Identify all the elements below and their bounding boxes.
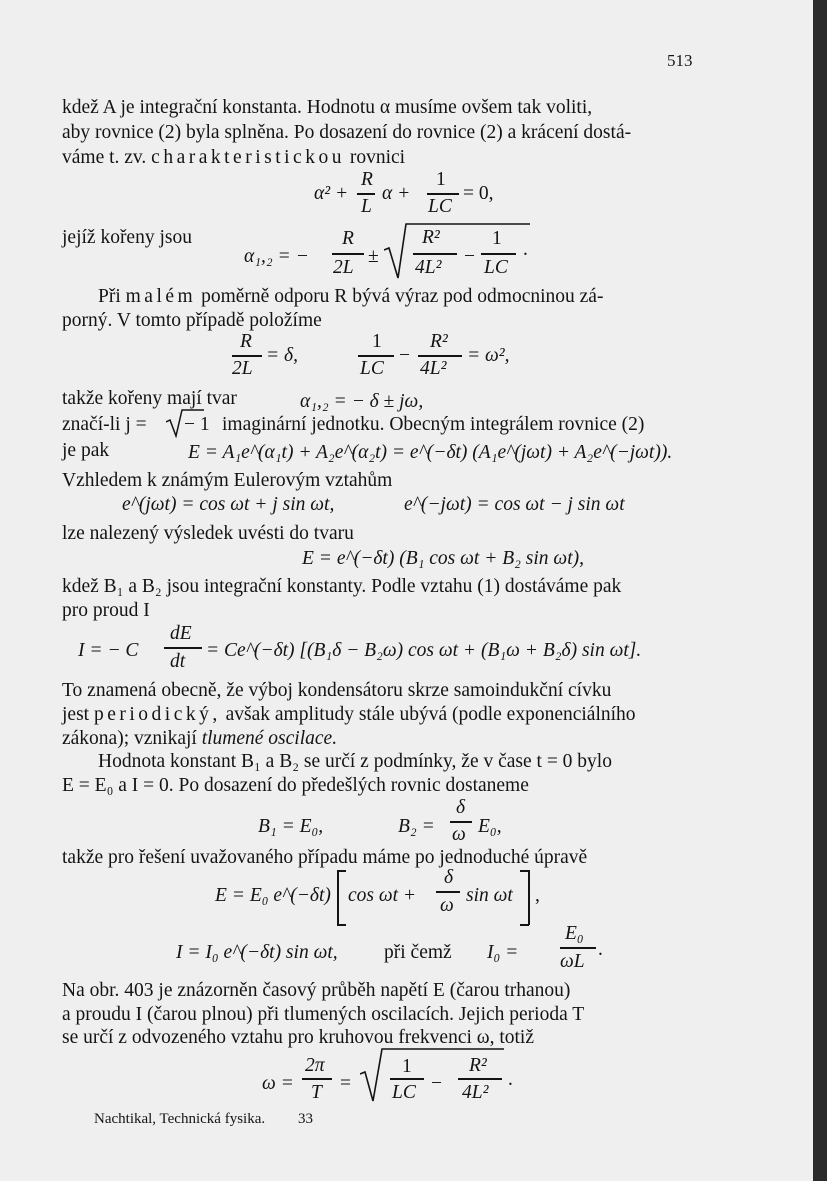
eq-term: B₂ = xyxy=(398,816,435,837)
text-line: Na obr. 403 je znázorněn časový průběh napětí E (čarou trhanou) xyxy=(62,980,571,1001)
fraction-bar xyxy=(481,253,516,255)
fraction-numerator: 2π xyxy=(305,1055,325,1076)
eq-term: I₀ = xyxy=(487,942,519,963)
fraction-bar xyxy=(357,193,375,195)
eq-term: I = − C xyxy=(78,640,139,661)
eq-term: E₀, xyxy=(478,816,502,837)
fraction-denominator: L xyxy=(361,196,372,217)
fraction-denominator: 4L² xyxy=(415,257,442,278)
roots-complex-equation: α₁,₂ = − δ ± jω, xyxy=(300,391,424,412)
fraction-bar xyxy=(450,821,472,823)
fraction-numerator: 1 xyxy=(402,1056,412,1077)
general-solution-equation: E = A₁e^(α₁t) + A₂e^(α₂t) = e^(−δt) (A₁e^(jωt) + A₂e^(−jωt)). xyxy=(188,442,673,463)
text-line: se určí z odvozeného vztahu pro kruhovou frekvenci ω, totiž xyxy=(62,1027,535,1048)
fraction-denominator: LC xyxy=(484,257,508,278)
eq-term: − 1 xyxy=(184,414,210,435)
text-line: Hodnota konstant B₁ a B₂ se určí z podmínky, že v čase t = 0 bylo xyxy=(98,751,612,772)
equation-E: E = e^(−δt) (B₁ cos ωt + B₂ sin ωt), xyxy=(302,548,584,569)
text-line: aby rovnice (2) byla splněna. Po dosazení do rovnice (2) a krácení dostá- xyxy=(62,122,632,143)
euler-relation: e^(−jωt) = cos ωt − j sin ωt xyxy=(404,494,625,515)
fraction-bar xyxy=(358,355,394,357)
fraction-numerator: R² xyxy=(430,331,448,352)
fraction-numerator: R² xyxy=(469,1055,487,1076)
fraction-numerator: E₀ xyxy=(565,923,584,944)
text-line: jejíž kořeny jsou xyxy=(62,227,192,248)
eq-term: . xyxy=(598,939,603,960)
eq-term: E = E₀ e^(−δt) xyxy=(215,885,331,906)
fraction-denominator: dt xyxy=(170,651,186,672)
spaced-term: malém xyxy=(125,286,197,307)
fraction-numerator: 1 xyxy=(436,169,446,190)
text-line: kdež A je integrační konstanta. Hodnotu α musíme ovšem tak voliti, xyxy=(62,97,593,118)
text-line xyxy=(62,148,405,168)
eq-term: = Ce^(−δt) [(B₁δ − B₂ω) cos ωt + (B₁ω + B₂δ) sin ωt]. xyxy=(206,640,642,661)
fraction-denominator: ωL xyxy=(560,951,585,972)
fraction-bar xyxy=(560,947,596,949)
text-line: a proudu I (čarou plnou) při tlumených oscilacích. Jejich perioda T xyxy=(62,1004,585,1025)
eq-term: α² + xyxy=(314,183,349,204)
eq-term: α + xyxy=(382,183,411,204)
fraction-bar xyxy=(164,647,202,649)
text-line: kdež B₁ a B₂ jsou integrační konstanty. Podle vztahu (1) dostáváme pak xyxy=(62,576,622,597)
eq-term: = δ, xyxy=(266,345,298,366)
fraction-bar xyxy=(418,355,462,357)
spaced-term: periodický, xyxy=(93,704,221,725)
eq-term: B₁ = E₀, xyxy=(258,816,324,837)
eq-term: ± xyxy=(368,246,379,267)
text-line: takže kořeny mají tvar xyxy=(62,388,237,409)
text-span: váme t. zv. xyxy=(62,147,147,168)
fraction-numerator: R² xyxy=(422,227,440,248)
eq-term: , xyxy=(535,885,540,906)
eq-term: cos ωt + xyxy=(348,885,417,906)
bracket-right xyxy=(520,924,529,926)
eq-term: ω = xyxy=(262,1073,294,1094)
text-line: pro proud I xyxy=(62,600,150,621)
fraction-denominator: ω xyxy=(440,895,454,916)
fraction-bar xyxy=(390,1078,424,1080)
fraction-numerator: R xyxy=(342,228,354,249)
text-line: lze nalezený výsledek uvésti do tvaru xyxy=(62,523,354,544)
footer-source: Nachtikal, Technická fysika. xyxy=(94,1111,266,1127)
text-span: poměrně odporu R bývá výraz pod odmocninou zá- xyxy=(201,286,604,307)
eq-term: I = I₀ e^(−δt) sin ωt, xyxy=(176,942,338,963)
text-line: E = E₀ a I = 0. Po dosazení do předešlých rovnic dostaneme xyxy=(62,775,529,796)
text-span: zákona); vznikají xyxy=(62,728,197,749)
fraction-numerator: R xyxy=(361,169,373,190)
text-span: jest xyxy=(62,704,90,725)
bracket-left xyxy=(337,870,346,872)
eq-term: = ω², xyxy=(467,345,510,366)
eq-term: při čemž xyxy=(384,942,452,963)
text-span: Při xyxy=(98,286,121,307)
bracket-right xyxy=(520,870,529,872)
fraction-denominator: LC xyxy=(392,1082,416,1103)
fraction-numerator: δ xyxy=(444,867,454,888)
text-line: imaginární jednotku. Obecným integrálem rovnice (2) xyxy=(222,414,645,435)
text-span: avšak amplitudy stále ubývá (podle exponenciálního xyxy=(225,704,636,725)
bracket-right xyxy=(528,870,530,925)
fraction-numerator: dE xyxy=(170,623,192,644)
emphasis-term: tlumené oscilace. xyxy=(201,728,338,749)
fraction-denominator: LC xyxy=(360,358,384,379)
page-number: 513 xyxy=(667,51,693,70)
book-spine-edge xyxy=(813,0,827,1181)
text-line xyxy=(62,705,636,725)
eq-term: − xyxy=(399,345,410,366)
eq-term: . xyxy=(508,1069,513,1090)
radical-sign xyxy=(384,220,534,282)
fraction-numerator: δ xyxy=(456,797,466,818)
eq-term: = xyxy=(340,1073,351,1094)
text-span: rovnici xyxy=(349,147,406,168)
fraction-bar xyxy=(458,1078,502,1080)
fraction-numerator: 1 xyxy=(372,331,382,352)
fraction-denominator: 2L xyxy=(232,358,253,379)
fraction-denominator: LC xyxy=(428,196,452,217)
eq-term: − xyxy=(431,1073,442,1094)
fraction-denominator: ω xyxy=(452,824,466,845)
bracket-left xyxy=(337,870,339,925)
fraction-bar xyxy=(232,355,262,357)
text-line: značí-li j = xyxy=(62,414,147,435)
fraction-denominator: 2L xyxy=(333,257,354,278)
fraction-denominator: T xyxy=(311,1082,322,1103)
fraction-denominator: 4L² xyxy=(420,358,447,379)
text-line xyxy=(62,729,337,749)
eq-term: = 0, xyxy=(463,183,494,204)
text-line: porný. V tomto případě položíme xyxy=(62,310,322,331)
text-line: Vzhledem k známým Eulerovým vztahům xyxy=(62,470,393,491)
euler-relation: e^(jωt) = cos ωt + j sin ωt, xyxy=(122,494,335,515)
spaced-term: charakteristickou xyxy=(151,147,345,168)
fraction-bar xyxy=(413,253,457,255)
bracket-left xyxy=(337,924,346,926)
text-line: je pak xyxy=(62,440,110,461)
text-line xyxy=(98,287,603,307)
eq-term: α₁,₂ = − xyxy=(244,246,309,267)
footer-signature: 33 xyxy=(298,1111,313,1127)
fraction-bar xyxy=(332,253,364,255)
fraction-numerator: R xyxy=(240,331,252,352)
text-line: takže pro řešení uvažovaného případu máme po jednoduché úpravě xyxy=(62,847,588,868)
fraction-bar xyxy=(427,193,459,195)
fraction-bar xyxy=(436,891,460,893)
eq-term: . xyxy=(523,239,528,260)
eq-term: sin ωt xyxy=(466,885,513,906)
fraction-denominator: 4L² xyxy=(462,1082,489,1103)
text-line: To znamená obecně, že výboj kondensátoru skrze samoindukční cívku xyxy=(62,680,612,701)
fraction-bar xyxy=(302,1078,332,1080)
fraction-numerator: 1 xyxy=(492,228,502,249)
eq-term: − xyxy=(464,246,475,267)
